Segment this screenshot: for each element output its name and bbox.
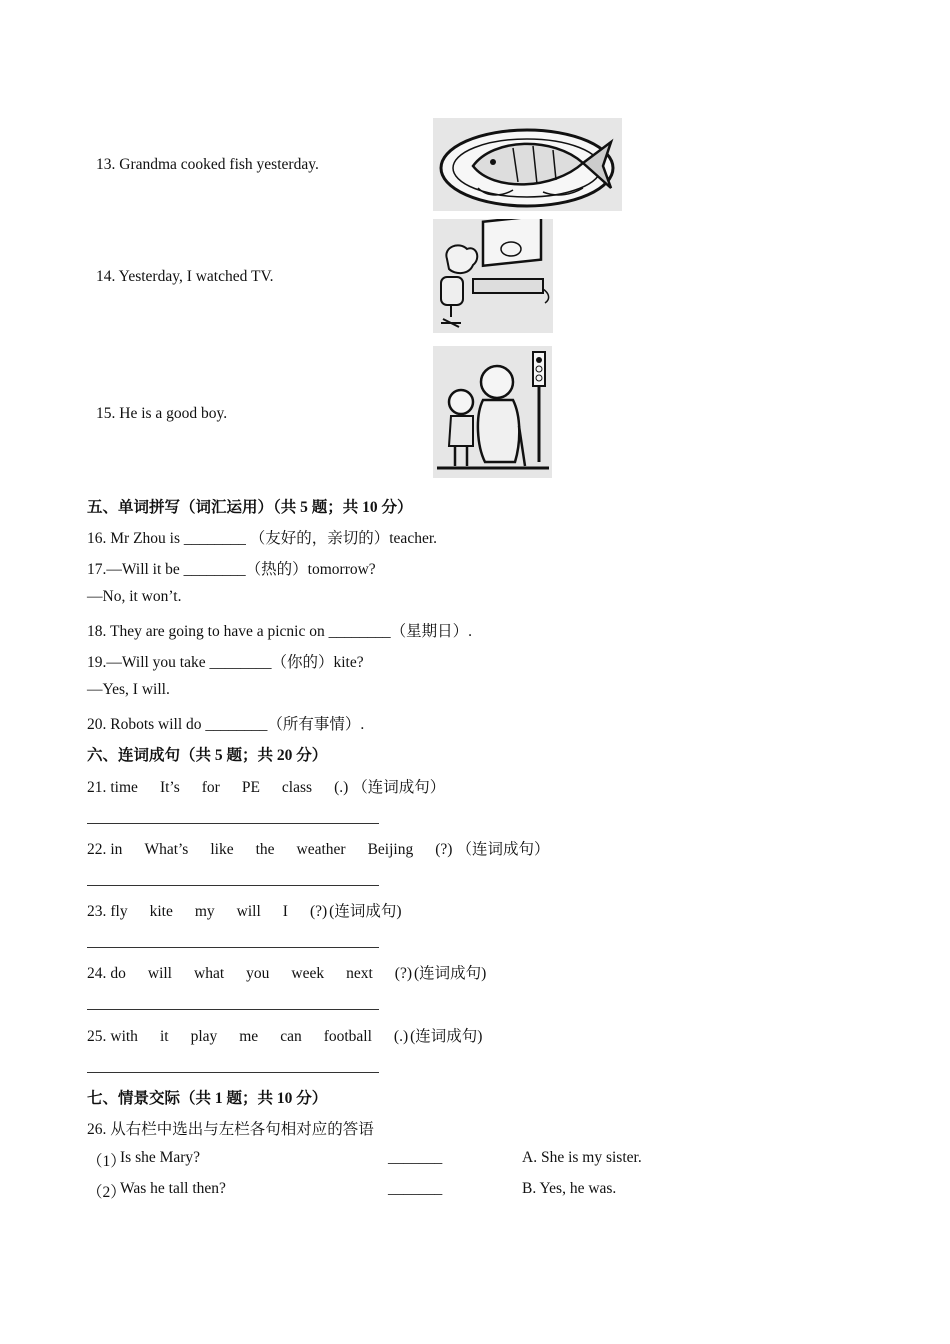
section7-heading: 七、情景交际（共 1 题；共 10 分） [87, 1090, 328, 1107]
word: do [110, 965, 126, 982]
word: (?) [435, 841, 453, 858]
match-row-2-blank[interactable]: _______ [388, 1180, 443, 1197]
word: will [147, 965, 172, 982]
computer-desk-icon [433, 219, 553, 333]
word: time [110, 779, 138, 796]
question-16: 16. Mr Zhou is ________ （友好的，亲切的）teacher. [87, 530, 438, 547]
word: me [239, 1028, 259, 1045]
instruction-hint: （连词成句） [456, 841, 550, 858]
word: It’s [159, 779, 180, 796]
answer-line-24[interactable] [87, 1009, 379, 1010]
word: PE [241, 779, 260, 796]
word: next [346, 965, 373, 982]
word: play [190, 1028, 218, 1045]
word: What’s [144, 841, 189, 858]
question-19-reply: —Yes, I will. [87, 681, 170, 698]
item-number: 22. [87, 841, 107, 858]
question-20: 20. Robots will do ________（所有事情）. [87, 716, 365, 733]
word: (.) [393, 1028, 409, 1045]
answer-line-22[interactable] [87, 885, 379, 886]
word: (?) [309, 903, 328, 920]
item-number: 21. [87, 779, 107, 796]
word: (?) [394, 965, 412, 982]
answer-line-23[interactable] [87, 947, 379, 948]
word: with [110, 1028, 138, 1045]
question-18: 18. They are going to have a picnic on ________（星期日）. [87, 623, 472, 640]
match-row-1-question: Is she Mary? [120, 1149, 201, 1166]
section6-heading: 六、连词成句（共 5 题；共 20 分） [87, 747, 328, 764]
word: class [281, 779, 313, 796]
word: what [194, 965, 225, 982]
word: in [110, 841, 123, 858]
word: kite [149, 903, 173, 920]
question-19: 19.—Will you take ________（你的）kite? [87, 654, 364, 671]
word: (.) [334, 779, 349, 796]
question-22 [87, 837, 549, 859]
word: you [246, 965, 270, 982]
section5-heading: 五、单词拼写（词汇运用）（共 5 题；共 10 分） [87, 499, 413, 516]
boy-helping-grandpa-icon [433, 346, 552, 478]
word: for [201, 779, 220, 796]
question-24 [87, 961, 486, 983]
word: I [282, 903, 288, 920]
match-row-1-blank[interactable]: _______ [388, 1149, 443, 1166]
word: Beijing [367, 841, 414, 858]
question-17: 17.—Will it be ________（热的）tomorrow? [87, 561, 376, 578]
answer-line-25[interactable] [87, 1072, 379, 1073]
word: my [194, 903, 215, 920]
item-number: 25. [87, 1028, 107, 1045]
question-26-instruction: 26. 从右栏中选出与左栏各句相对应的答语 [87, 1121, 374, 1138]
match-row-2-number: （2） [87, 1184, 126, 1201]
question-23 [87, 899, 401, 921]
word: can [280, 1028, 302, 1045]
answer-line-21[interactable] [87, 823, 379, 824]
word: weather [296, 841, 346, 858]
instruction-hint: （连词成句） [352, 779, 446, 796]
match-row-2-question: Was he tall then? [120, 1180, 226, 1197]
question-21 [87, 775, 445, 797]
fish-plate-icon [433, 118, 622, 211]
instruction-hint: (连词成句) [413, 965, 487, 982]
word: will [236, 903, 261, 920]
word: it [159, 1028, 169, 1045]
item-14-text: 14. Yesterday, I watched TV. [96, 268, 274, 285]
question-25 [87, 1024, 482, 1046]
instruction-hint: (连词成句) [410, 1028, 483, 1045]
item-13-text: 13. Grandma cooked fish yesterday. [96, 156, 319, 173]
item-15-text: 15. He is a good boy. [96, 405, 228, 422]
question-17-reply: —No, it won’t. [87, 588, 182, 605]
match-row-2-answer: B. Yes, he was. [522, 1180, 617, 1197]
word: fly [110, 903, 128, 920]
word: the [255, 841, 275, 858]
word: like [210, 841, 234, 858]
word: week [291, 965, 325, 982]
match-row-1-number: （1） [87, 1153, 126, 1170]
item-number: 24. [87, 965, 107, 982]
instruction-hint: (连词成句) [329, 903, 402, 920]
item-number: 23. [87, 903, 107, 920]
word: football [323, 1028, 372, 1045]
match-row-1-answer: A. She is my sister. [522, 1149, 642, 1166]
